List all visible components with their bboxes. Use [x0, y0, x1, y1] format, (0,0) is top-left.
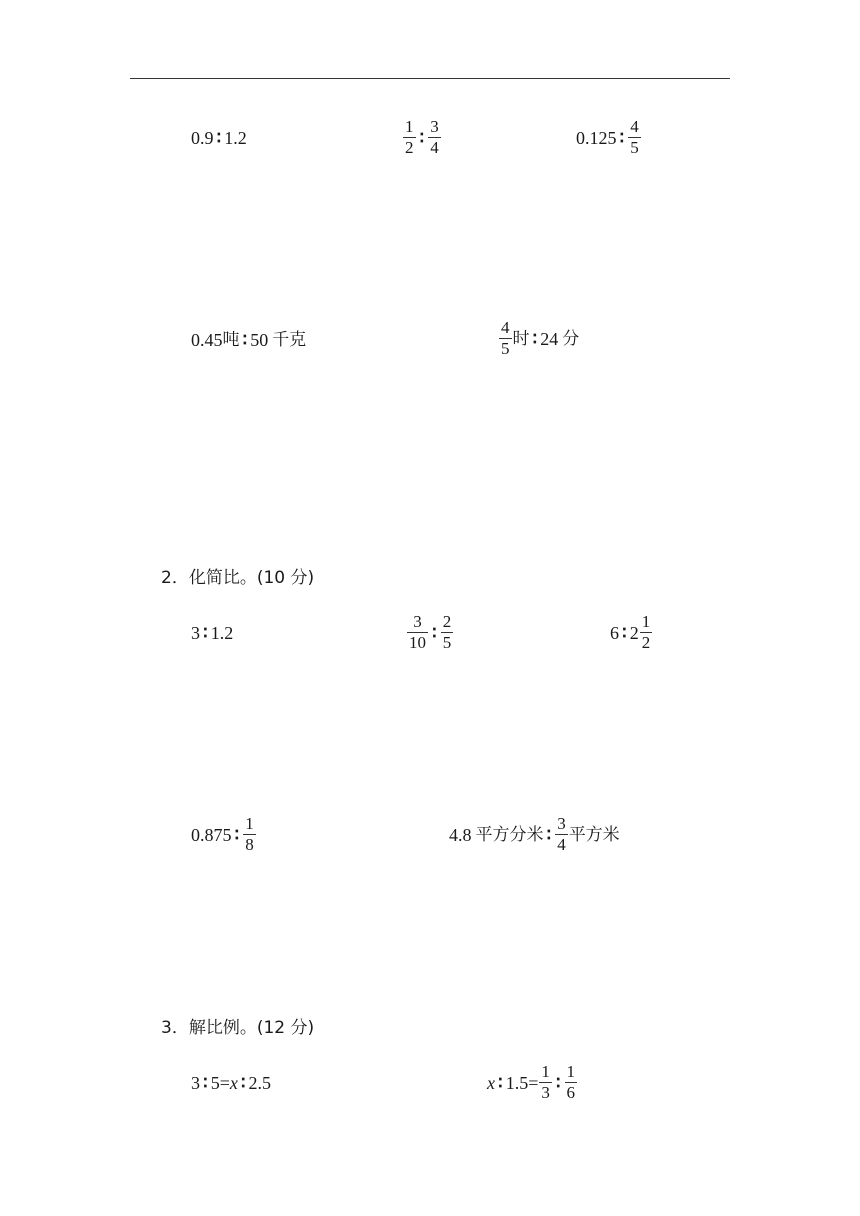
top-rule — [130, 78, 730, 79]
ratio-expression — [191, 330, 306, 350]
ratio-colon: ∶ — [203, 623, 208, 643]
unit-label: 时 — [512, 328, 530, 349]
unit-label: 千克 — [272, 330, 307, 350]
ratio-term: 0.9 — [191, 128, 214, 148]
ratio-term: 50 — [250, 330, 269, 350]
equals-sign: = — [219, 1073, 230, 1093]
ratio-expression — [610, 613, 653, 652]
ratio-term: 3 — [191, 623, 200, 643]
numerator: 3 — [430, 117, 439, 136]
denominator: 8 — [245, 835, 254, 854]
ratio-term: 6 — [610, 622, 619, 643]
fraction — [499, 319, 512, 358]
ratio-colon: ∶ — [419, 127, 425, 148]
ratio-term: 0.125 — [576, 127, 617, 148]
ratio-colon: ∶ — [240, 1073, 246, 1093]
numerator: 3 — [413, 612, 422, 631]
ratio-colon: ∶ — [532, 328, 538, 349]
denominator: 2 — [405, 138, 414, 157]
ratio-term: 5 — [210, 1073, 220, 1093]
numerator: 1 — [641, 612, 651, 631]
numerator: 2 — [442, 612, 452, 631]
numerator: 4 — [501, 318, 510, 337]
fraction — [403, 118, 416, 157]
denominator: 6 — [566, 1083, 576, 1102]
ratio-colon: ∶ — [622, 622, 627, 643]
ratio-expression — [402, 118, 442, 157]
numerator: 1 — [566, 1062, 576, 1081]
denominator: 3 — [541, 1083, 550, 1102]
ratio-colon: ∶ — [619, 127, 625, 148]
fraction — [441, 613, 454, 652]
ratio-colon: ∶ — [555, 1072, 561, 1093]
ratio-term: 24 — [540, 328, 559, 349]
ratio-colon: ∶ — [203, 1073, 208, 1093]
ratio-expression — [498, 319, 579, 358]
ratio-expression — [191, 623, 233, 643]
numerator: 3 — [557, 814, 566, 833]
ratio-expression — [449, 815, 620, 854]
denominator: 2 — [641, 633, 651, 652]
ratio-colon: ∶ — [216, 128, 222, 148]
section-heading: 3．解比例。(12 分) — [161, 1018, 315, 1038]
ratio-term: 0.875 — [191, 824, 232, 845]
denominator: 5 — [442, 633, 452, 652]
ratio-expression — [191, 128, 247, 148]
numerator: 1 — [541, 1062, 550, 1081]
fraction — [555, 815, 568, 854]
fraction — [565, 1063, 578, 1102]
whole-part: 2 — [629, 622, 639, 643]
unit-label: 平方米 — [568, 824, 620, 845]
ratio-colon: ∶ — [546, 824, 552, 845]
ratio-term: 0.45 — [191, 330, 223, 350]
denominator: 10 — [409, 633, 426, 652]
ratio-term: 1.2 — [224, 128, 247, 148]
ratio-colon: ∶ — [242, 330, 248, 350]
ratio-expression — [576, 118, 642, 157]
ratio-colon: ∶ — [498, 1072, 503, 1093]
denominator: 5 — [630, 138, 639, 157]
section-heading: 2．化简比。(10 分) — [161, 568, 315, 588]
unknown-variable: x — [229, 1073, 238, 1093]
unit-label: 吨 — [222, 330, 240, 350]
ratio-expression — [406, 613, 454, 652]
unit-label: 分 — [562, 328, 580, 349]
proportion-equation — [191, 1073, 271, 1093]
fraction — [539, 1063, 552, 1102]
ratio-term: 2.5 — [248, 1073, 272, 1093]
fraction — [640, 613, 653, 652]
mixed-number — [630, 613, 654, 652]
fraction — [628, 118, 641, 157]
equals-sign: = — [528, 1072, 539, 1093]
ratio-term: 1.2 — [210, 623, 234, 643]
numerator: 1 — [405, 117, 414, 136]
ratio-colon: ∶ — [234, 824, 240, 845]
ratio-expression — [191, 815, 257, 854]
fraction — [243, 815, 256, 854]
denominator: 4 — [430, 138, 439, 157]
unknown-variable: x — [487, 1072, 495, 1093]
ratio-term: 4.8 — [449, 824, 472, 845]
denominator: 4 — [557, 835, 566, 854]
ratio-colon: ∶ — [432, 622, 437, 643]
fraction — [428, 118, 441, 157]
denominator: 5 — [501, 339, 510, 358]
ratio-term: 1.5 — [505, 1072, 529, 1093]
proportion-equation — [487, 1063, 578, 1102]
numerator: 1 — [245, 814, 254, 833]
fraction — [407, 613, 428, 652]
numerator: 4 — [630, 117, 639, 136]
unit-label: 平方分米 — [475, 824, 544, 845]
ratio-term: 3 — [191, 1073, 200, 1093]
